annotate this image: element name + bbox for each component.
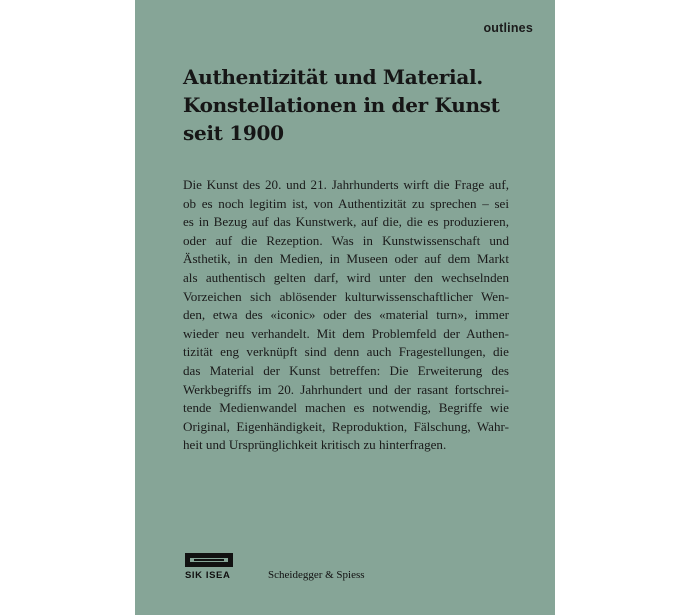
blurb-line: Die Kunst des 20. und 21. Jahrhunderts wirft die Frage auf, (183, 177, 509, 192)
title-line: seit 1900 (183, 121, 284, 145)
blurb-line: ob es noch legitim ist, von Authentizität zu sprechen – sei (183, 195, 509, 211)
book-title (183, 63, 543, 147)
blurb-line: oder auf die Rezeption. Was in Kunstwissenschaft und (183, 232, 509, 248)
book-cover (135, 0, 555, 615)
blurb-line: Original, Eigenhändigkeit, Reproduktion, Fälschung, Wahr- (183, 418, 509, 434)
blurb-text (183, 176, 509, 455)
title-line: Authentizität und Material. (183, 65, 483, 89)
blurb-line: Ästhetik, in den Medien, in Museen oder auf dem Markt (183, 251, 509, 267)
blurb-line: Vorzeichen sich ablösender kulturwissenschaftlicher Wen- (183, 288, 509, 304)
blurb-line: tizität eng verknüpft sind denn auch Fragestellungen, die (183, 344, 509, 360)
publisher-name: Scheidegger & Spiess (268, 569, 365, 581)
title-line: Konstellationen in der Kunst (183, 93, 500, 117)
blurb-line: wieder neu verhandelt. Mit dem Problemfeld der Authen- (183, 325, 509, 341)
blurb-line: es in Bezug auf das Kunstwerk, auf die, die es produzieren, (183, 214, 509, 230)
blurb-line: das Material der Kunst betreffen: Die Erweiterung des (183, 362, 509, 378)
series-label: outlines (483, 21, 533, 35)
sik-isea-logo-text: SIK ISEA (185, 570, 231, 581)
sik-isea-logo-icon (185, 553, 233, 567)
blurb-line: tende Medienwandel machen es notwendig, Begriffe wie (183, 400, 509, 416)
blurb-line: heit und Ursprünglichkeit kritisch zu hinterfragen. (183, 437, 447, 453)
blurb-line: als authentisch gelten darf, wird unter den wechselnden (183, 269, 509, 285)
blurb-line: Werkbegriffs im 20. Jahrhundert und der rasant fortschrei- (183, 381, 509, 397)
blurb-line: den, etwa des «iconic» oder des «material turn», immer (183, 307, 509, 323)
